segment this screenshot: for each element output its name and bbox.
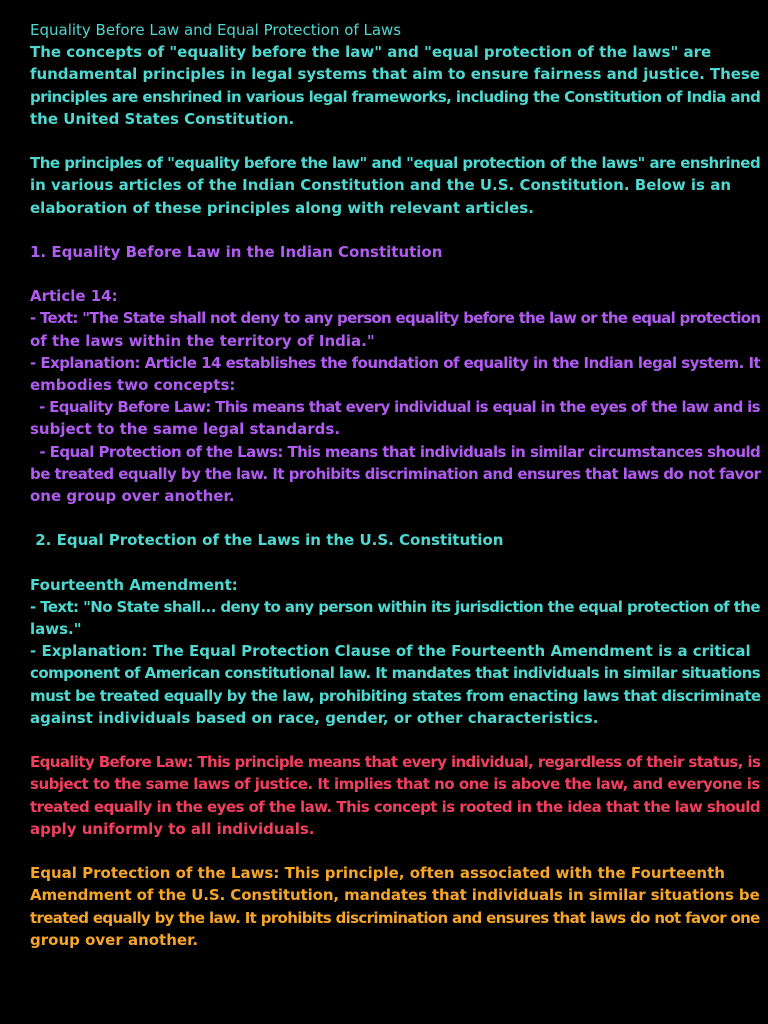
section2-line: against individuals based on race, gender, or other characteristics.: [30, 708, 599, 727]
section1-line: - Equality Before Law: This means that every individual is equal in the eyes of the law and is: [30, 398, 760, 417]
section1-article: Article 14:: [30, 287, 118, 306]
intro-line: fundamental principles in legal systems that aim to ensure fairness and justice. These: [30, 65, 760, 84]
intro-line: the United States Constitution.: [30, 109, 295, 128]
section1-heading: 1. Equality Before Law in the Indian Constitution: [30, 242, 443, 261]
intro-line: principles are enshrined in various legal frameworks, including the Constitution of India and: [30, 87, 761, 106]
section2-line: laws.": [30, 620, 82, 639]
spacer: [30, 263, 740, 285]
section1-line: embodies two concepts:: [30, 376, 236, 394]
equality-before-law-line: subject to the same laws of justice. It implies that no one is above the law, and everyone is: [30, 775, 760, 794]
intro-line: The concepts of "equality before the law" and "equal protection of the laws" are: [30, 43, 712, 62]
section1-line: subject to the same legal standards.: [30, 420, 341, 439]
spacer: [30, 130, 740, 152]
section1-line: be treated equally by the law. It prohibits discrimination and ensures that laws do not favor: [30, 464, 761, 483]
equality-before-law-line: apply uniformly to all individuals.: [30, 819, 315, 838]
spacer: [30, 552, 740, 574]
document-title: Equality Before Law and Equal Protection of Laws: [30, 21, 402, 39]
equality-before-law-line: treated equally in the eyes of the law. This concept is rooted in the idea that the law should: [30, 797, 761, 816]
section1-line: of the laws within the territory of India.": [30, 331, 375, 350]
equal-protection-line: Equal Protection of the Laws: This principle, often associated with the Fourteenth: [30, 864, 725, 883]
spacer: [30, 840, 740, 862]
section2-heading: 2. Equal Protection of the Laws in the U.S. Constitution: [30, 531, 504, 550]
equal-protection-line: group over another.: [30, 930, 199, 949]
section1-line: - Equal Protection of the Laws: This means that individuals in similar circumstances should: [30, 442, 761, 461]
spacer: [30, 219, 740, 241]
section2-line: - Text: "No State shall... deny to any person within its jurisdiction the equal protection of the: [30, 597, 760, 616]
section1-line: one group over another.: [30, 486, 235, 505]
equal-protection-line: Amendment of the U.S. Constitution, mandates that individuals in similar situations be: [30, 886, 760, 905]
section2-line: - Explanation: The Equal Protection Clause of the Fourteenth Amendment is a critical: [30, 642, 751, 661]
section1-line: - Explanation: Article 14 establishes the foundation of equality in the Indian legal system. It: [30, 353, 761, 372]
section2-line: component of American constitutional law. It mandates that individuals in similar situations: [30, 664, 761, 683]
section1-line: - Text: "The State shall not deny to any person equality before the law or the equal protection: [30, 309, 761, 328]
equality-before-law-line: Equality Before Law: This principle means that every individual, regardless of their status, is: [30, 753, 761, 772]
section2-article: Fourteenth Amendment:: [30, 575, 238, 594]
intro2-line: in various articles of the Indian Constitution and the U.S. Constitution. Below is an: [30, 176, 731, 195]
intro2-line: The principles of "equality before the law" and "equal protection of the laws" are enshrined: [30, 154, 761, 173]
spacer: [30, 507, 740, 529]
intro2-line: elaboration of these principles along with relevant articles.: [30, 198, 534, 217]
spacer: [30, 729, 740, 751]
equal-protection-line: treated equally by the law. It prohibits discrimination and ensures that laws do not favor one: [30, 908, 760, 927]
section2-line: must be treated equally by the law, prohibiting states from enacting laws that discriminate: [30, 686, 761, 705]
